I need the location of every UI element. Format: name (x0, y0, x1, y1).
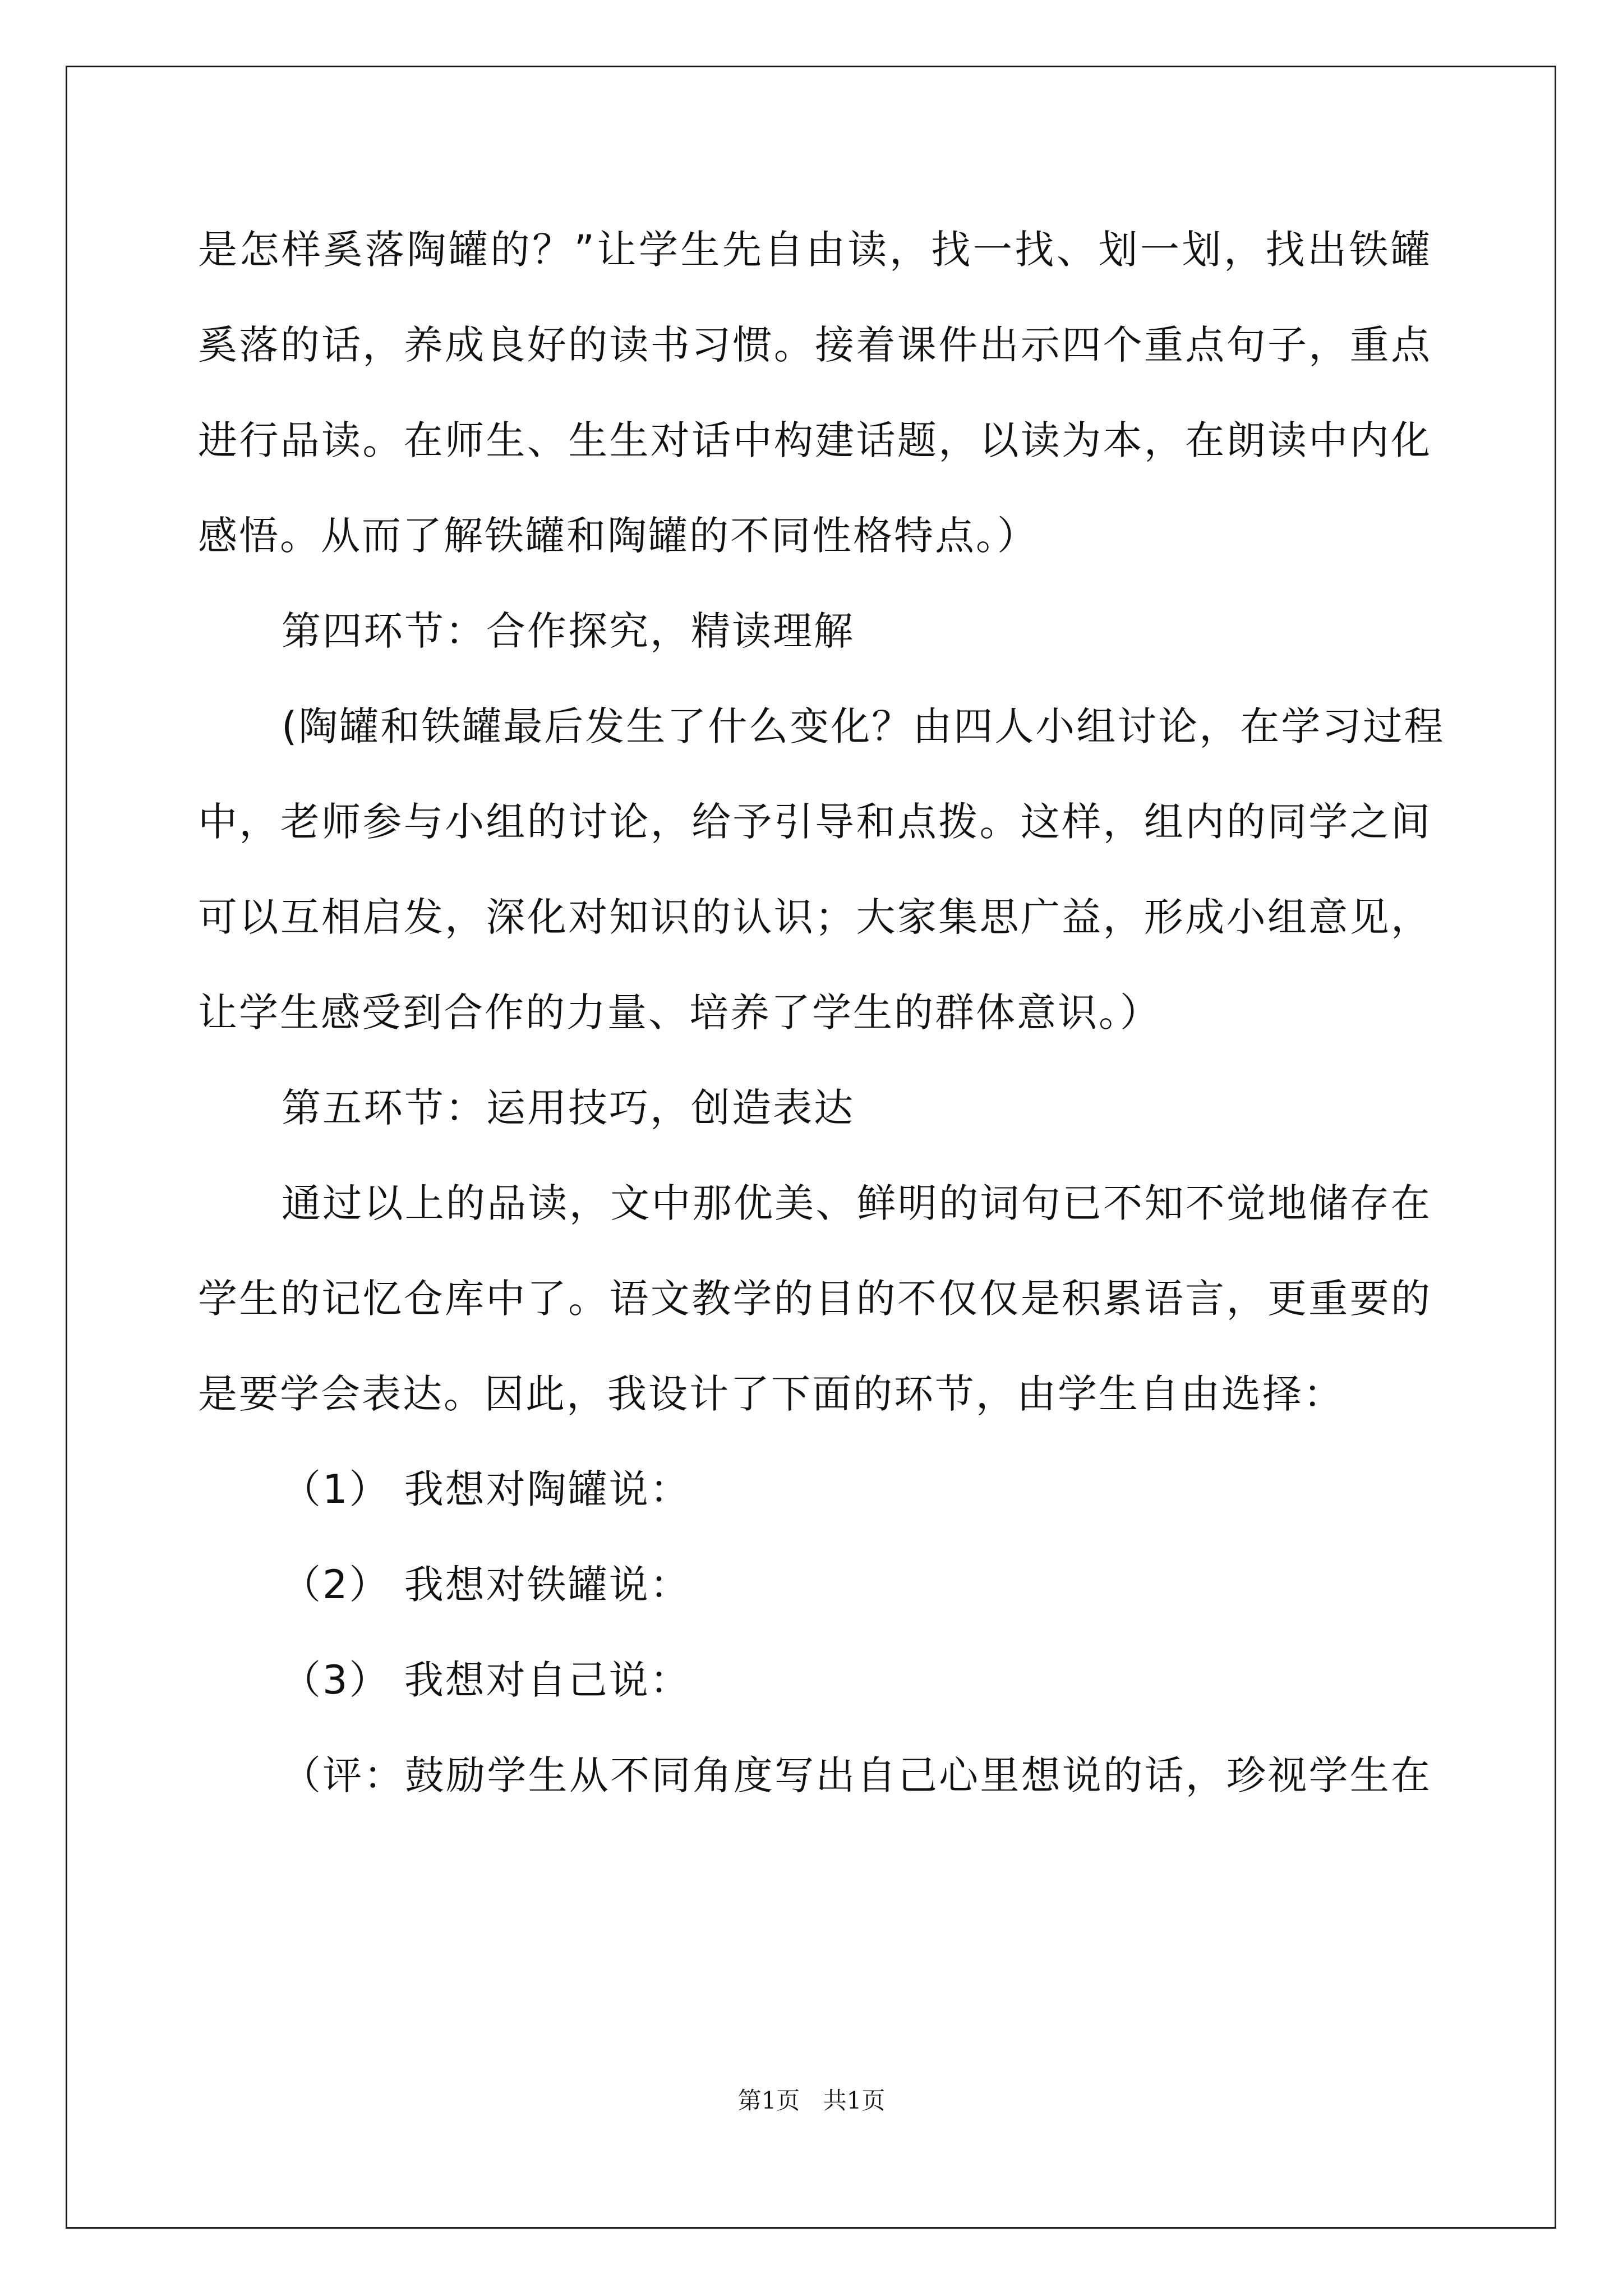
page-border (66, 66, 1556, 2229)
paragraph-line: 奚落的话，养成良好的读书习惯。接着课件出示四个重点句子，重点 (198, 322, 1432, 368)
paragraph-line: (陶罐和铁罐最后发生了什么变化？由四人小组讨论，在学习过程 (282, 703, 1445, 749)
page-footer (0, 2084, 1623, 2118)
paragraph-line: 通过以上的品读，文中那优美、鲜明的词句已不知不觉地储存在 (282, 1180, 1432, 1226)
page-total: 共1页 (823, 2087, 886, 2114)
list-item: （2） 我想对铁罐说： (282, 1562, 691, 1608)
paragraph-line: 是要学会表达。因此，我设计了下面的环节，由学生自由选择： (198, 1371, 1344, 1417)
paragraph-line: 感悟。从而了解铁罐和陶罐的不同性格特点。） (198, 513, 1038, 559)
list-item: （3） 我想对自己说： (282, 1657, 691, 1703)
paragraph-line: 学生的记忆仓库中了。语文教学的目的不仅仅是积累语言，更重要的 (198, 1276, 1432, 1322)
paragraph-line: （评：鼓励学生从不同角度写出自己心里想说的话，珍视学生在 (282, 1752, 1432, 1798)
section-heading: 第五环节：运用技巧，创造表达 (282, 1085, 855, 1131)
list-item: （1） 我想对陶罐说： (282, 1466, 691, 1512)
paragraph-line: 中，老师参与小组的讨论，给予引导和点拨。这样，组内的同学之间 (198, 799, 1432, 845)
paragraph-line: 让学生感受到合作的力量、培养了学生的群体意识。） (198, 990, 1161, 1036)
paragraph-line: 是怎样奚落陶罐的？”让学生先自由读，找一找、划一划，找出铁罐 (198, 227, 1432, 273)
page-number: 第1页 (737, 2087, 800, 2114)
paragraph-line: 可以互相启发，深化对知识的认识；大家集思广益，形成小组意见， (198, 894, 1432, 940)
section-heading: 第四环节：合作探究，精读理解 (282, 608, 855, 654)
paragraph-line: 进行品读。在师生、生生对话中构建话题，以读为本，在朗读中内化 (198, 417, 1432, 463)
